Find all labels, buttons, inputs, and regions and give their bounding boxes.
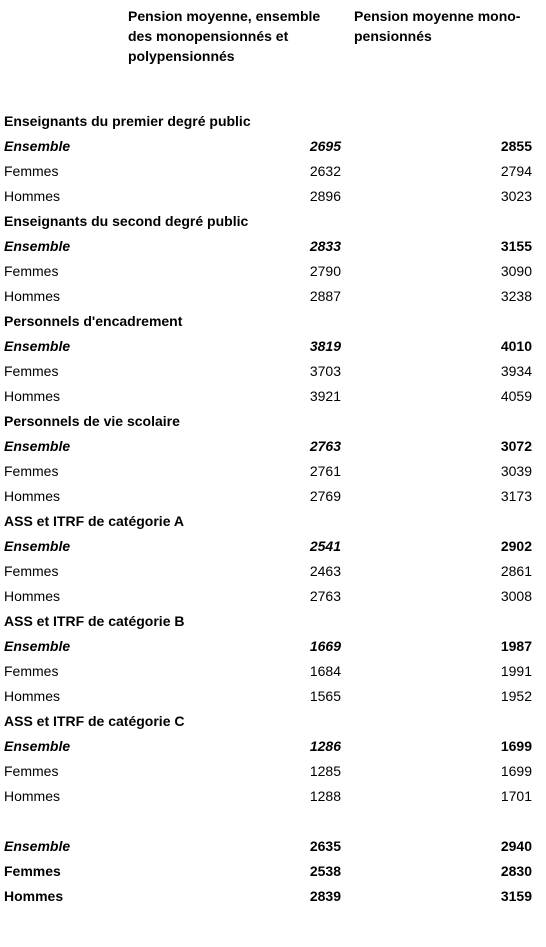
- value-mono: 2861: [500, 563, 532, 579]
- value-mono: 3008: [500, 588, 532, 604]
- group-title-row: [0, 609, 546, 634]
- group-title: ASS et ITRF de catégorie B: [4, 613, 185, 629]
- value-all: 1684: [309, 663, 341, 679]
- table-row: [0, 434, 546, 459]
- row-label: Hommes: [4, 288, 61, 304]
- row-label: Hommes: [4, 388, 61, 404]
- pension-table: [0, 109, 546, 909]
- row-label: Hommes: [4, 488, 61, 504]
- value-all: 2896: [309, 188, 341, 204]
- table-row: [0, 334, 546, 359]
- value-mono: 3072: [500, 438, 532, 454]
- table-row: [0, 684, 546, 709]
- value-mono: 1701: [500, 788, 532, 804]
- value-all: 3819: [309, 338, 341, 354]
- value-all: 2769: [309, 488, 341, 504]
- table-row: [0, 234, 546, 259]
- table-row: [0, 634, 546, 659]
- value-mono: 4059: [500, 388, 532, 404]
- table-row: [0, 484, 546, 509]
- value-mono: 3173: [500, 488, 532, 504]
- value-mono: 3039: [500, 463, 532, 479]
- row-label: Femmes: [4, 463, 59, 479]
- table-row: [0, 459, 546, 484]
- column-header-mean-pension-mono: Pension moyenne mono-pensionnés: [354, 8, 521, 44]
- total-row: [0, 884, 546, 909]
- table-row: [0, 134, 546, 159]
- table-row: [0, 284, 546, 309]
- table-row: [0, 759, 546, 784]
- value-mono: 3238: [500, 288, 532, 304]
- value-mono: 1991: [500, 663, 532, 679]
- row-label: Femmes: [4, 663, 59, 679]
- value-all: 1669: [309, 638, 341, 654]
- value-all: 2538: [309, 863, 341, 879]
- row-label: Ensemble: [4, 338, 71, 354]
- row-label: Hommes: [4, 888, 64, 904]
- value-all: 2763: [309, 438, 341, 454]
- value-mono: 3155: [500, 238, 532, 254]
- value-all: 2761: [309, 463, 341, 479]
- group-title-row: [0, 209, 546, 234]
- value-all: 2763: [309, 588, 341, 604]
- table-row: [0, 659, 546, 684]
- value-mono: 3934: [500, 363, 532, 379]
- table-row: [0, 159, 546, 184]
- group-title: Enseignants du second degré public: [4, 213, 249, 229]
- group-title: Personnels de vie scolaire: [4, 413, 180, 429]
- table-row: [0, 184, 546, 209]
- group-title-row: [0, 309, 546, 334]
- row-label: Ensemble: [4, 638, 71, 654]
- value-mono: 1952: [500, 688, 532, 704]
- value-all: 2887: [309, 288, 341, 304]
- value-all: 3921: [309, 388, 341, 404]
- value-all: 2695: [309, 138, 341, 154]
- row-label: Femmes: [4, 363, 59, 379]
- value-mono: 2902: [500, 538, 532, 554]
- table-row: [0, 359, 546, 384]
- row-label: Hommes: [4, 188, 61, 204]
- group-title-row: [0, 409, 546, 434]
- value-mono: 2830: [500, 863, 532, 879]
- group-title: Enseignants du premier degré public: [4, 113, 251, 129]
- total-row: [0, 859, 546, 884]
- value-mono: 4010: [500, 338, 532, 354]
- group-title-row: [0, 109, 546, 134]
- value-all: 1286: [309, 738, 341, 754]
- value-mono: 1699: [500, 738, 532, 754]
- total-row: [0, 834, 546, 859]
- value-all: 2839: [309, 888, 341, 904]
- row-label: Hommes: [4, 788, 61, 804]
- value-all: 2833: [309, 238, 341, 254]
- value-mono: 2855: [500, 138, 532, 154]
- row-label: Ensemble: [4, 838, 71, 854]
- table-row: [0, 559, 546, 584]
- group-title-row: [0, 709, 546, 734]
- table-row: [0, 734, 546, 759]
- value-all: 2541: [309, 538, 341, 554]
- table-spacer: [0, 809, 546, 834]
- value-mono: 1699: [500, 763, 532, 779]
- value-all: 1565: [309, 688, 341, 704]
- value-all: 2632: [309, 163, 341, 179]
- row-label: Hommes: [4, 688, 61, 704]
- value-mono: 3159: [500, 888, 532, 904]
- table-row: [0, 259, 546, 284]
- group-title: ASS et ITRF de catégorie A: [4, 513, 184, 529]
- value-all: 2463: [309, 563, 341, 579]
- row-label: Femmes: [4, 163, 59, 179]
- row-label: Ensemble: [4, 138, 71, 154]
- row-label: Ensemble: [4, 438, 71, 454]
- table-row: [0, 784, 546, 809]
- value-mono: 2794: [500, 163, 532, 179]
- value-all: 1288: [309, 788, 341, 804]
- value-mono: 1987: [500, 638, 532, 654]
- row-label: Femmes: [4, 863, 61, 879]
- row-label: Ensemble: [4, 238, 71, 254]
- value-all: 1285: [309, 763, 341, 779]
- value-mono: 3023: [500, 188, 532, 204]
- table-row: [0, 584, 546, 609]
- row-label: Femmes: [4, 763, 59, 779]
- group-title: ASS et ITRF de catégorie C: [4, 713, 185, 729]
- table-row: [0, 384, 546, 409]
- row-label: Hommes: [4, 588, 61, 604]
- group-title: Personnels d'encadrement: [4, 313, 183, 329]
- value-all: 2790: [309, 263, 341, 279]
- row-label: Ensemble: [4, 538, 71, 554]
- row-label: Ensemble: [4, 738, 71, 754]
- row-label: Femmes: [4, 263, 59, 279]
- table-row: [0, 534, 546, 559]
- value-all: 2635: [309, 838, 341, 854]
- value-all: 3703: [309, 363, 341, 379]
- value-mono: 2940: [500, 838, 532, 854]
- table-header: [0, 6, 546, 76]
- row-label: Femmes: [4, 563, 59, 579]
- group-title-row: [0, 509, 546, 534]
- value-mono: 3090: [500, 263, 532, 279]
- column-header-mean-pension-all: Pension moyenne, ensemble des monopensionnés et polypensionnés: [128, 8, 321, 64]
